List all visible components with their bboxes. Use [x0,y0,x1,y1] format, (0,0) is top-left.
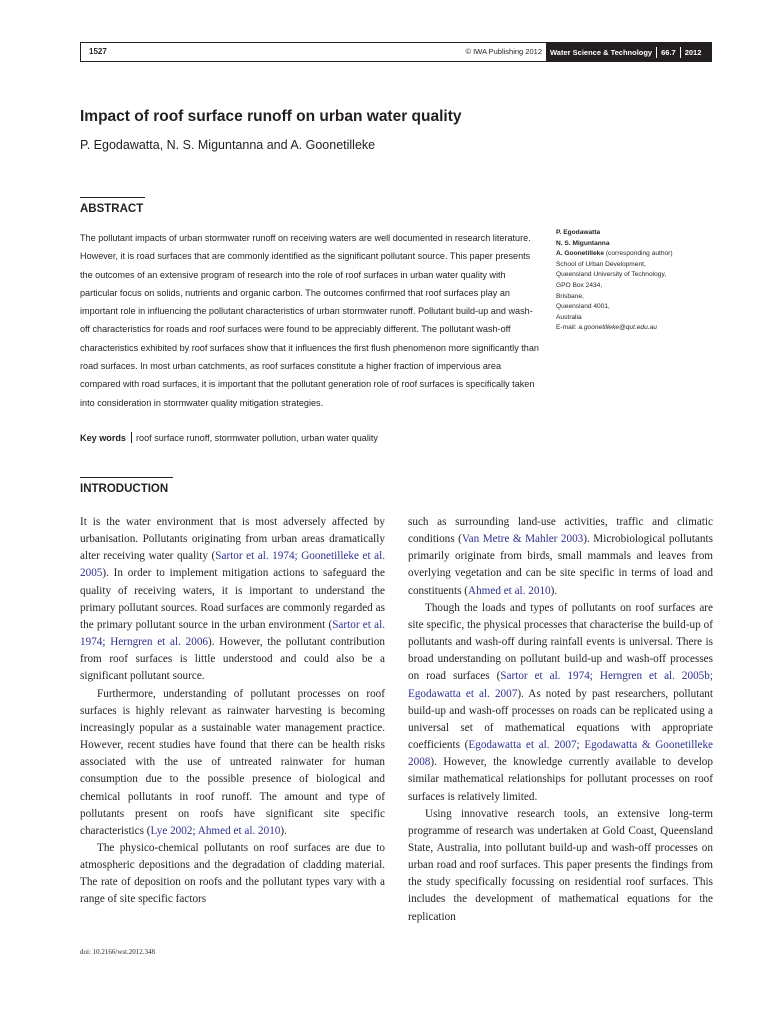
paragraph-text: such as surrounding land-use activities, traffic and climatic conditions ( [408,516,713,546]
body-paragraph [408,600,713,806]
body-column-right [408,514,713,926]
divider [131,432,132,443]
affiliation-line: Brisbane, [556,292,584,300]
affiliation-line: GPO Box 2434, [556,281,603,289]
journal-name: Water Science & Technology [550,47,653,57]
journal-volume: 66.7 [661,47,676,57]
affiliation-line: Queensland 4001, [556,303,610,311]
page-number: 1527 [89,47,107,56]
keywords [80,432,378,443]
body-paragraph [80,840,385,909]
journal-year: 2012 [684,47,702,57]
introduction-rule [80,477,173,478]
body-paragraph [408,806,713,926]
paragraph-text: Furthermore, understanding of pollutant processes on roof surfaces is highly relevant as rainwater harvesting is becoming increasingly popular as a sustainable water management practice. However, recent studies have found that there can be health risks associated with the use of untreated rainwater for human consumption due to the possible presence of biological and chemical pollutants in roof runoff. The amount and type of pollutants present on roofs have significant site specific characteristics ( [80,687,385,837]
paragraph-text: ). However, the knowledge currently available to develop similar mathematical relationships for pollutant processes on roof surfaces is relatively limited. [408,756,713,803]
author-affiliation [556,228,716,334]
page-header [80,42,712,62]
citation-link[interactable]: Lye 2002; Ahmed et al. 2010 [150,824,281,837]
paragraph-text: The physico-chemical pollutants on roof surfaces are due to atmospheric depositions and the degradation of cladding material. The rate of deposition on roofs and the pollutant types vary with a range of site specific factors [80,841,385,906]
citation-link[interactable]: Sartor et al. 1974; Goonetilleke et al. 2005 [80,550,385,580]
affiliation-author: P. Egodawatta [556,229,601,236]
doi: doi: 10.2166/wst.2012.348 [80,948,156,956]
abstract-text: The pollutant impacts of urban stormwater runoff on receiving waters are well documented in research literature. However, it is road surfaces that are commonly identified as the significant pollutant source. This paper presents the outcomes of an extensive program of research into the role of roof surfaces in urban water quality with particular focus on solids, nutrients and organic carbon. The outcomes confirmed that roof surfaces play an important role in influencing the pollutant characteristics of urban stormwater runoff. Pollutant build-up and wash-off characteristics for roads and roof surfaces were found to be appreciably different. The pollutant wash-off characteristics exhibited by roof surfaces show that it influences the first flush phenomenon more significantly than road surfaces. In most urban catchments, as roof surfaces constitute a higher fraction of impervious area compared with road surfaces, it is important that the pollutant generation role of roof surfaces is specifically taken into consideration in stormwater quality mitigation strategies. [80,233,539,408]
body-paragraph [408,514,713,600]
keywords-list: roof surface runoff, stormwater pollution, urban water quality [136,433,378,443]
abstract-body [80,229,540,412]
affiliation-line: Australia [556,313,582,321]
body-column-left [80,514,385,909]
paragraph-text: ). However, the pollutant contribution from roof surfaces is little understood and could also be a significant pollutant source. [80,636,385,683]
article-title: Impact of roof surface runoff on urban water quality [80,108,462,125]
affiliation-line: Queensland University of Technology, [556,271,667,279]
article-authors: P. Egodawatta, N. S. Miguntanna and A. Goonetilleke [80,138,376,152]
keywords-label: Key words [80,433,126,443]
citation-link[interactable]: Egodawatta et al. 2007; Egodawatta & Goonetilleke 2008 [408,739,714,769]
citation-link[interactable]: Sartor et al. 1974; Herngren et al. 2006 [80,618,385,649]
affiliation-email-line [556,323,716,334]
paragraph-text: ). As noted by past researchers, pollutant build-up and wash-off processes on roads can be replicated using a universal set of mathematical equations with appropriate coefficients ( [408,687,713,752]
publisher-notice: © IWA Publishing 2012 [465,47,542,56]
paragraph-text: ). Microbiological pollutants primarily originate from birds, small mammals and leaves from overlying vegetation and can be site specific in terms of load and constituents ( [408,533,713,597]
affiliation-line: School of Urban Development, [556,260,646,268]
paragraph-text: It is the water environment that is most adversely affected by urbanisation. Pollutants originating from urban areas dramatically alter receiving water quality ( [80,516,385,563]
abstract-rule [80,197,145,198]
email-label: E-mail: [556,324,577,332]
email-link[interactable]: a.goonetilleke@qut.edu.au [578,324,657,332]
body-paragraph [80,514,385,686]
body-paragraph [80,686,385,840]
citation-link[interactable]: Ahmed et al. 2010 [467,584,551,597]
paragraph-text: Using innovative research tools, an extensive long-term programme of research was undertaken at Gold Coast, Queensland State, Australia, into pollutant build-up and wash-off processes on urban road and roof surfaces. This paper presents the findings from the study specifically focussing on residential roof surfaces. This includes the development of mathematical equations for the replication [408,807,713,923]
paragraph-text: ). In order to implement mitigation actions to safeguard the quality of receiving waters, it is important to understand the primary pollutant sources. Road surfaces are commonly regarded as the primary pollutant source in the urban environment ( [80,567,385,631]
paragraph-text: ). [550,584,558,597]
divider [680,47,681,58]
affiliation-author-corresponding [556,249,716,260]
citation-link[interactable]: Van Metre & Mahler 2003 [461,533,584,546]
paragraph-text: ). [280,824,287,837]
divider [656,47,657,58]
citation-link[interactable]: Sartor et al. 1974; Herngren et al. 2005b; Egodawatta et al. 2007 [408,670,713,700]
corresponding-note: (corresponding author) [605,250,673,258]
affiliation-author: A. Goonetilleke [556,250,604,258]
abstract-heading: ABSTRACT [80,203,144,215]
introduction-heading: INTRODUCTION [80,483,169,495]
paragraph-text: Though the loads and types of pollutants on roof surfaces are site specific, the physical processes that characterise the build-up of pollutants and wash-off during rainfall events is universal. There is broad understanding on pollutant build-up and wash-off processes on road surfaces ( [408,601,713,683]
affiliation-author: N. S. Miguntanna [556,239,610,247]
journal-banner [546,43,711,61]
